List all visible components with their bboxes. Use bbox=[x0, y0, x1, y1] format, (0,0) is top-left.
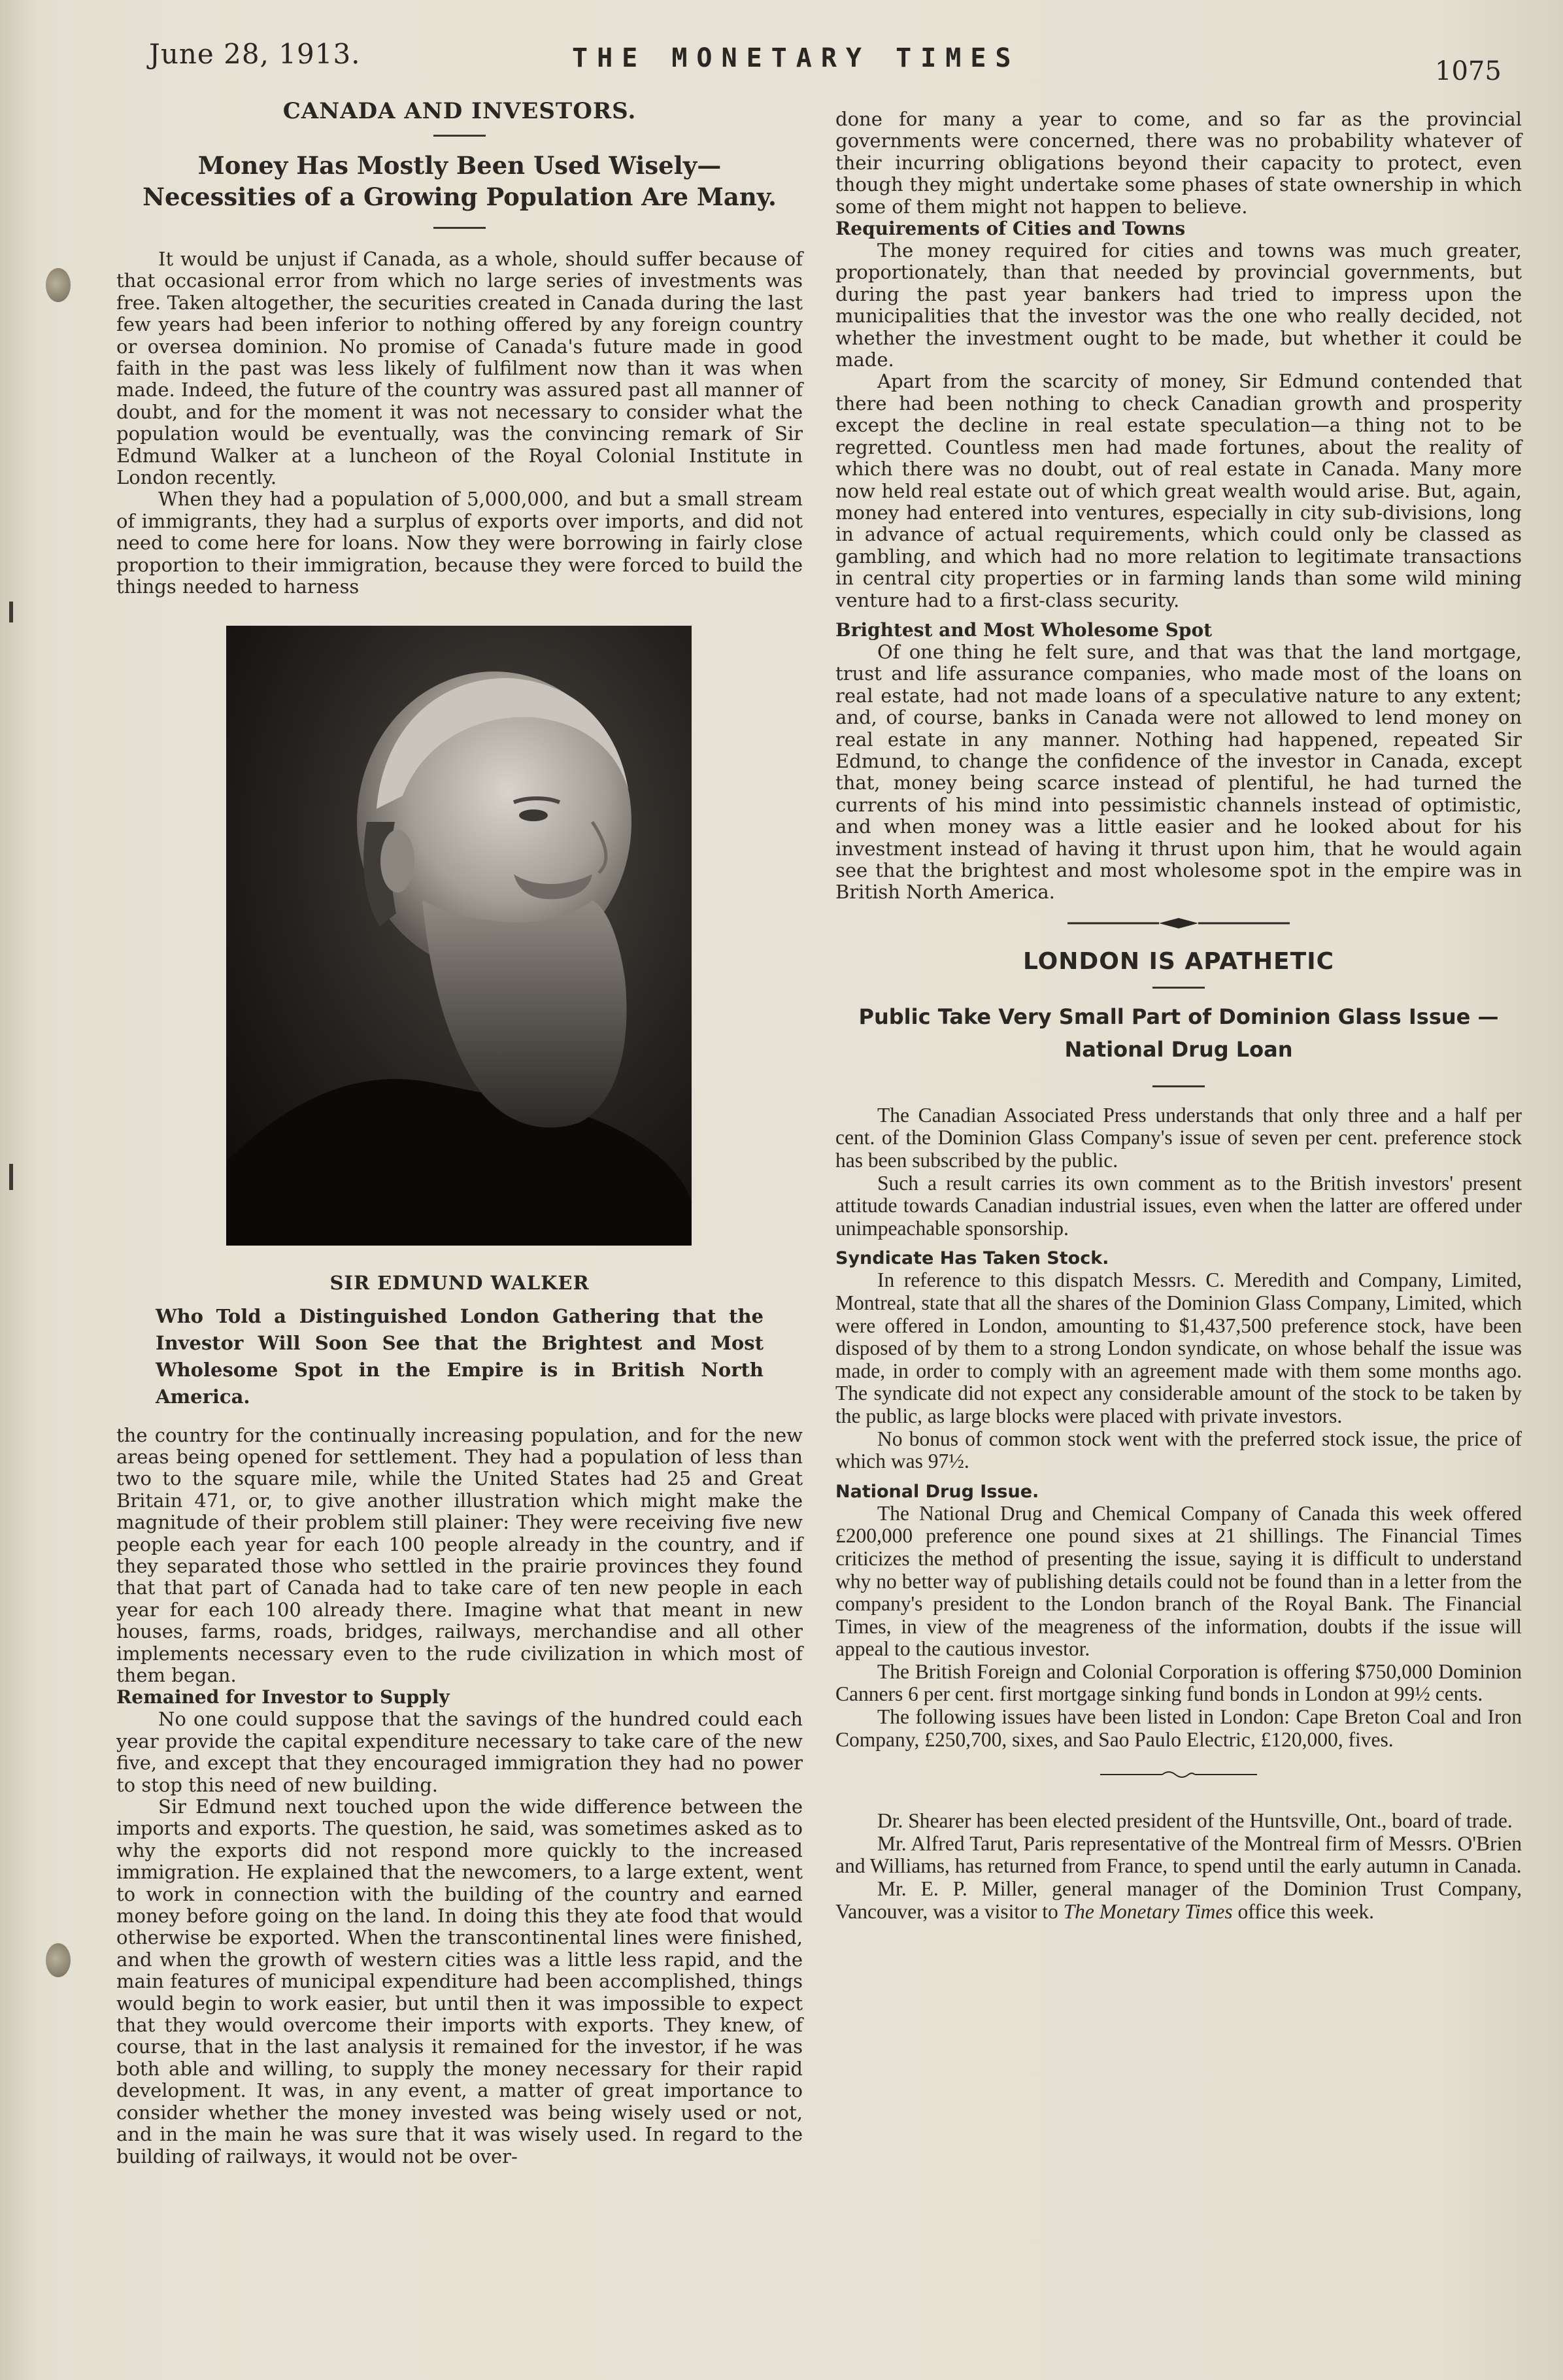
paragraph: In reference to this dispatch Messrs. C. Meredith and Company, Limited, Montreal, state that all the shares of the Dominion Glass Company, Limited, which were offered in London, amounting to $1,437,500 preference stock, have been disposed of by them to a strong London syndicate, on whose behalf the issue was made, in order to comply with an agreement made with them some months ago. The syndicate did not expect any considerable amount of the stock to be taken by the public, as large blocks were placed with private investors. bbox=[835, 1268, 1522, 1427]
paragraph: the country for the continually increasing population, and for the new areas being opened for settlement. They had a population of less than two to the square mile, while the United States had 25 and Great Britain 471, or, to give another illustration which might make the magnitude of their problem still plainer: They were receiving five new people each year for each 100 people already in the country, and if they separated those who settled in the prairie provinces they found that that part of Canada had to take care of ten new people in each year for each 100 already there. Imagine what that meant in new houses, farms, roads, bridges, railways, merchandise and all other implements necessary even to the rude civilization in which most of them began. bbox=[116, 1423, 803, 1686]
personal-item-text: Mr. E. P. Miller, general manager of the Dominion Trust Company, Vancouver, was a visitor to bbox=[835, 1877, 1522, 1923]
divider-ornament bbox=[835, 1768, 1522, 1784]
title-rule bbox=[1152, 987, 1205, 989]
section-subhead: Requirements of Cities and Towns bbox=[835, 218, 1186, 240]
article-dek: Money Has Mostly Been Used Wisely—Necessities of a Growing Population Are Many. bbox=[143, 151, 777, 211]
article-body bbox=[835, 1104, 1522, 1923]
article-title: CANADA AND INVESTORS. bbox=[282, 98, 637, 124]
paragraph: No bonus of common stock went with the preferred stock issue, the price of which was 97½. bbox=[835, 1427, 1522, 1473]
article-title: LONDON IS APATHETIC bbox=[1022, 947, 1335, 975]
title-rule bbox=[433, 135, 486, 137]
paragraph: Apart from the scarcity of money, Sir Edmund contended that there had been nothing to check Canadian growth and prosperity except the decline in real estate speculation—a thing not to be regretted. Countless men had made fortunes, about the reality of which there was no doubt, out of real estate in Canada. Many more now held real estate out of which great wealth would arise. But, again, money had entered into ventures, especially in city sub-divisions, long in advance of actual requirements, which could only be classed as gambling, and which had no more relation to legitimate transactions in central city properties or in farming lands than some wild mining venture had to a first-class security. bbox=[835, 370, 1522, 611]
page-number: 1075 bbox=[1435, 56, 1502, 86]
publication-name: The Monetary Times bbox=[1063, 1899, 1233, 1923]
photo-caption-text: Who Told a Distinguished London Gathering that the Investor Will Soon See that the Brightest and Most Wholesome Spot in the Empire is in British North America. bbox=[156, 1304, 764, 1408]
right-column bbox=[835, 109, 1522, 1923]
section-subhead: National Drug Issue. bbox=[835, 1481, 1039, 1502]
paragraph: The British Foreign and Colonial Corporation is offering $750,000 Dominion Canners 6 per cent. first mortgage sinking fund bonds in London at 99½ cents. bbox=[835, 1659, 1522, 1706]
section-subhead: Brightest and Most Wholesome Spot bbox=[835, 619, 1213, 641]
paragraph: Such a result carries its own comment as to the British investors' present attitude towards Canadian industrial issues, even when the latter are offered under unimpeachable sponsorship. bbox=[835, 1171, 1522, 1240]
dek-rule bbox=[433, 227, 486, 229]
left-column bbox=[116, 98, 803, 2168]
article-dek: Public Take Very Small Part of Dominion Glass Issue —National Drug Loan bbox=[858, 1004, 1499, 1062]
paragraph: done for many a year to come, and so far as the provincial governments were concerned, there was no probability whatever of their incurring obligations beyond their capacity to protect, even though they might undertake some phases of state ownership in which some of them might not happen to believe. bbox=[835, 108, 1522, 218]
masthead: THE MONETARY TIMES bbox=[572, 43, 1020, 73]
portrait-photo bbox=[226, 626, 692, 1246]
personal-item bbox=[835, 1878, 1522, 1923]
section-subhead: Remained for Investor to Supply bbox=[116, 1686, 450, 1708]
personal-item: Dr. Shearer has been elected president of the Huntsville, Ont., board of trade. bbox=[877, 1809, 1513, 1833]
portrait-image bbox=[226, 626, 692, 1246]
personal-item-text: office this week. bbox=[1232, 1899, 1374, 1923]
running-header bbox=[0, 38, 1563, 84]
binding-hole bbox=[46, 268, 71, 302]
paragraph: It would be unjust if Canada, as a whole, should suffer because of that occasional error from which no large series of investments was free. Taken altogether, the securities created in Canada during the last few years had been inferior to nothing offered by any foreign country or oversea dominion. No promise of Canada's future made in good faith in the past was less likely of fulfilment now than it was when made. Indeed, the future of the country was assured past all manner of doubt, and for the moment it was not necessary to consider what the population would be eventually, was the convincing remark of Sir Edmund Walker at a luncheon of the Royal Colonial Institute in London recently. bbox=[116, 248, 803, 489]
ornament-rule-icon bbox=[1100, 1768, 1257, 1781]
photo-caption-name: SIR EDMUND WALKER bbox=[329, 1271, 590, 1294]
ornament-rule-icon bbox=[1067, 915, 1290, 931]
personal-item: Mr. Alfred Tarut, Paris representative of the Montreal firm of Messrs. O'Brien and Williams, has returned from France, to spend until the early autumn in Canada. bbox=[835, 1831, 1522, 1878]
paragraph: The Canadian Associated Press understands that only three and a half per cent. of the Dominion Glass Company's issue of seven per cent. preference stock has been subscribed by the public. bbox=[835, 1103, 1522, 1172]
binding-mark bbox=[9, 1164, 13, 1190]
divider-ornament bbox=[835, 915, 1522, 931]
paragraph: No one could suppose that the savings of the hundred could each year provide the capital expenditure necessary to take care of the new five, and except that they encouraged immigration they had no power to stop this need of new building. bbox=[116, 1708, 803, 1796]
dek-rule bbox=[1152, 1085, 1205, 1087]
section-subhead: Syndicate Has Taken Stock. bbox=[835, 1248, 1109, 1269]
binding-hole bbox=[46, 1943, 71, 1977]
paragraph: Sir Edmund next touched upon the wide difference between the imports and exports. The question, he said, was sometimes asked as to why the exports did not respond more quickly to the increased immigration. He explained that the newcomers, to a large extent, went to work in connection with the building of the country and earned money before going on the land. In doing this they ate food that would otherwise be exported. When the transcontinental lines were finished, and when the growth of western cities was a little less rapid, and the main features of municipal expenditure had been accomplished, things would begin to work easier, but until then it was impossible to expect that they would overcome their imports with exports. They knew, of course, that in the last analysis it remained for the investor, if he was both able and willing, to supply the money necessary for their rapid development. It was, in any event, a matter of great importance to consider whether the money invested was being wisely used or not, and in the main he was sure that it was wisely used. In regard to the building of railways, it would not be over- bbox=[116, 1795, 803, 2168]
paragraph: The following issues have been listed in London: Cape Breton Coal and Iron Company, £250,700, sixes, and Sao Paulo Electric, £120,000, fives. bbox=[835, 1705, 1522, 1751]
binding-mark bbox=[9, 602, 13, 622]
paragraph: The money required for cities and towns was much greater, proportionately, than that needed by provincial governments, but during the past year bankers had tried to impress upon the municipalities that the investor was the one who really decided, not whether the investment ought to be made, but whether it could be made. bbox=[835, 239, 1522, 371]
paragraph: When they had a population of 5,000,000, and but a small stream of immigrants, they had a surplus of exports over imports, and did not need to come here for loans. Now they were borrowing in fairly close proportion to their immigration, because they were forced to build the things needed to harness bbox=[116, 488, 803, 598]
paragraph: Of one thing he felt sure, and that was that the land mortgage, trust and life assurance companies, who made most of the loans on real estate, had not made loans of a speculative nature to any extent; and, of course, banks in Canada were not allowed to lend money on real estate in any manner. Nothing had happened, repeated Sir Edmund, to change the confidence of the investor in Canada, except that, money being scarce instead of plentiful, he had turned the currents of his mind into pessimistic channels instead of optimistic, and when money was a little easier and he looked about for his investment instead of having it thrust upon him, that he would again see that the brightest and most wholesome spot in the empire was in British North America. bbox=[835, 640, 1522, 904]
issue-date: June 28, 1913. bbox=[149, 38, 361, 70]
paragraph: The National Drug and Chemical Company of Canada this week offered £200,000 preference one pound sixes at 21 shillings. The Financial Times criticizes the method of presenting the issue, saying it is difficult to understand why no better way of publishing details could not be found than in a letter from the company's president to the London branch of the Royal Bank. The Financial Times, in view of the meagreness of the information, doubts if the issue will appeal to the cautious investor. bbox=[835, 1501, 1522, 1661]
